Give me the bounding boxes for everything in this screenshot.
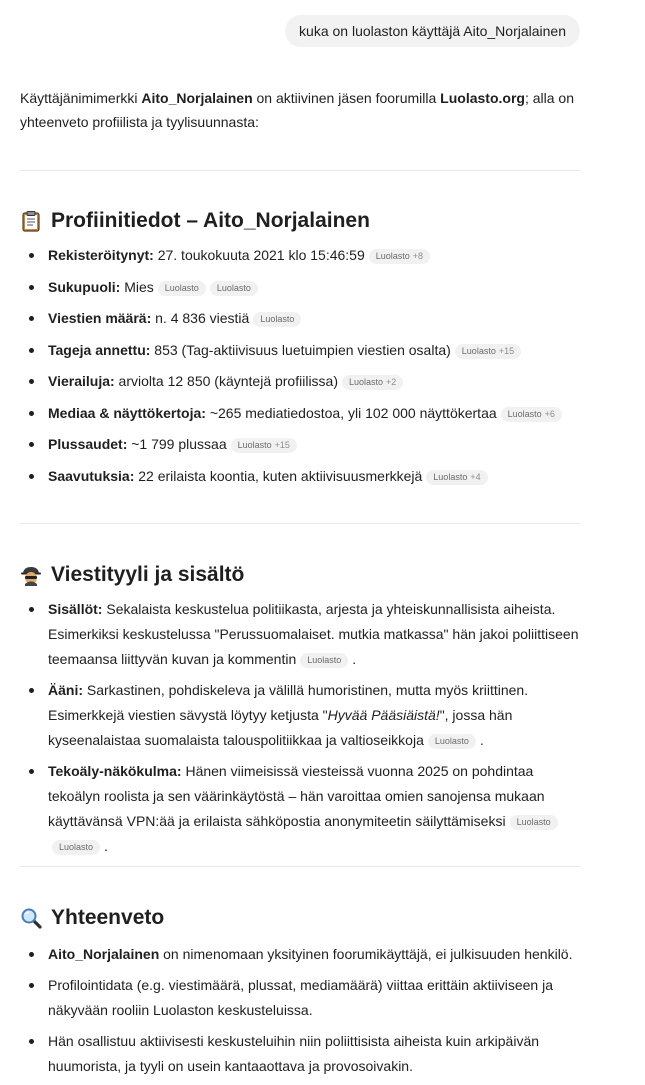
list-item <box>20 678 580 753</box>
source-chip[interactable] <box>300 653 348 668</box>
list-item <box>20 973 580 1023</box>
item-text: 22 erilaista koontia, kuten aktiivisuusmerkkejä <box>134 467 423 484</box>
chip-label: Luolasto <box>260 314 295 324</box>
chip-label: Luolasto <box>507 408 542 419</box>
clipboard-icon <box>20 210 42 232</box>
chip-label: Luolasto <box>237 440 272 450</box>
chip-label: Luolasto <box>375 251 410 261</box>
style-list <box>20 597 580 865</box>
intro-text: ; alla on yhteenveto profiilista ja tyylisuunnasta: <box>20 90 574 130</box>
chip-label: Luolasto <box>433 471 468 482</box>
item-label: Sisällöt: <box>48 601 103 617</box>
chip-count: +8 <box>412 251 424 261</box>
source-chip[interactable] <box>501 407 562 422</box>
source-chip[interactable] <box>231 438 297 453</box>
user-message-bubble <box>285 15 580 47</box>
list-item <box>20 306 580 331</box>
section-divider <box>20 523 580 524</box>
item-end: . <box>352 651 357 667</box>
item-text: 853 (Tag-aktiivisuus luetuimpien viestien osalta) <box>150 341 451 358</box>
intro-forum-name: Luolasto.org <box>440 90 525 106</box>
section-divider <box>20 170 580 171</box>
list-item <box>20 597 580 672</box>
section-title-text: Viestityyli ja sisältö <box>51 563 245 586</box>
section-title-summary <box>20 903 164 933</box>
source-chip[interactable] <box>369 249 430 264</box>
item-end: . <box>104 838 108 854</box>
list-item <box>20 243 580 268</box>
source-chip[interactable] <box>253 312 301 327</box>
item-quote: Hyvää Pääsiäistä! <box>327 707 440 723</box>
item-text: ~1 799 plussaa <box>127 436 227 452</box>
section-title-text: Profiinitiedot – Aito_Norjalainen <box>51 209 370 232</box>
source-chip[interactable] <box>455 344 521 359</box>
list-item <box>20 432 580 457</box>
chip-count: +6 <box>544 408 555 419</box>
item-label: Aito_Norjalainen <box>48 946 160 962</box>
item-text: Hänen viimeisissä viesteissä vuonna 2025 on pohdintaa tekoälyn roolista ja sen väärinkäytöstä – hän varoittaa omien sanojensa mukaan käyttävänsä VPN:ää ja erilaista sähköpostia anonymiteetin säilyttämiseksi <box>48 763 545 829</box>
item-label: Rekisteröitynyt: <box>48 247 154 263</box>
list-item <box>20 464 580 489</box>
source-chip[interactable] <box>158 281 206 296</box>
item-label: Viestien määrä: <box>48 310 152 326</box>
section-divider <box>20 866 580 867</box>
item-label: Mediaa & näyttökertoja: <box>48 404 206 421</box>
item-text: on nimenomaan yksityinen foorumikäyttäjä, ei julkisuuden henkilö. <box>159 946 573 962</box>
chip-label: Luolasto <box>434 736 469 746</box>
item-text: n. 4 836 viestiä <box>151 310 250 326</box>
intro-username: Aito_Norjalainen <box>141 90 253 106</box>
intro-paragraph <box>20 86 580 134</box>
list-item <box>20 275 580 300</box>
chip-label: Luolasto <box>349 377 384 387</box>
section-title-text: Yhteenveto <box>51 906 165 929</box>
chip-count: +2 <box>386 377 397 387</box>
source-chip[interactable] <box>510 815 558 830</box>
item-text: arviolta 12 850 (käyntejä profiilissa) <box>114 373 339 389</box>
list-item <box>20 1029 580 1079</box>
list-item <box>20 942 580 967</box>
source-chip[interactable] <box>428 734 476 749</box>
item-label: Vierailuja: <box>48 373 115 389</box>
source-chip[interactable] <box>210 281 258 296</box>
source-chip[interactable] <box>342 375 403 390</box>
spy-icon <box>20 564 42 586</box>
item-text: Hän osallistuu aktiivisesti keskusteluihin niin poliittisista aiheista kuin arkipäivän huumorista, ja tyyli on usein kantaaottava ja provosoivakin. <box>48 1033 540 1074</box>
item-label: Sukupuoli: <box>48 278 121 295</box>
item-label: Saavutuksia: <box>48 467 135 484</box>
list-item <box>20 369 580 394</box>
user-message-text: kuka on luolaston käyttäjä Aito_Norjalainen <box>299 23 566 39</box>
chip-label: Luolasto <box>164 282 199 293</box>
item-label: Ääni: <box>48 682 83 698</box>
chip-count: +15 <box>498 345 515 356</box>
source-chip[interactable] <box>52 840 100 855</box>
item-text: ~265 mediatiedostoa, yli 102 000 näyttökertaa <box>205 404 497 421</box>
list-item <box>20 759 580 859</box>
item-text: Mies <box>120 278 154 295</box>
chip-label: Luolasto <box>59 842 94 852</box>
item-label: Tekoäly-näkökulma: <box>48 763 182 779</box>
chip-label: Luolasto <box>307 655 342 665</box>
item-text: 27. toukokuuta 2021 klo 15:46:59 <box>153 247 365 263</box>
section-title-profile <box>20 206 370 236</box>
section-title-style <box>20 560 244 590</box>
item-text: Sekalaista keskustelua politiikasta, arjesta ja yhteiskunnallisista aiheista. Esimerkiksi keskustelussa "Perussuomalaiset. mutkia matkassa" hän jakoi poliittiseen teemaansa liittyvän kuvan ja kommentin <box>48 601 579 667</box>
chip-label: Luolasto <box>516 817 551 827</box>
magnifier-icon <box>20 907 42 929</box>
profile-list <box>20 243 580 495</box>
chip-label: Luolasto <box>216 282 251 293</box>
intro-text: Käyttäjänimimerkki <box>20 90 142 106</box>
item-label: Tageja annettu: <box>48 341 151 358</box>
item-label: Plussaudet: <box>48 436 128 452</box>
list-item <box>20 401 580 426</box>
chip-count: +4 <box>470 471 481 482</box>
item-text: Profilointidata (e.g. viestimäärä, plussat, mediamäärä) viittaa erittäin aktiiviseen ja näkyvään rooliin Luolaston keskusteluissa. <box>48 977 554 1018</box>
intro-text: on aktiivinen jäsen foorumilla <box>252 90 441 106</box>
source-chip[interactable] <box>426 470 487 485</box>
item-text: Sarkastinen, pohdiskeleva ja välillä humoristinen, mutta myös kriittinen. Esimerkkejä viestien sävystä löytyy ketjusta " <box>48 682 529 723</box>
chip-count: +15 <box>274 440 290 450</box>
item-end: . <box>479 732 484 748</box>
item-text: ", jossa hän kyseenalaistaa suomalaista talouspolitiikkaa ja valtioseikkoja <box>48 707 513 748</box>
summary-list <box>20 942 580 1085</box>
chip-label: Luolasto <box>461 345 496 356</box>
list-item <box>20 338 580 363</box>
